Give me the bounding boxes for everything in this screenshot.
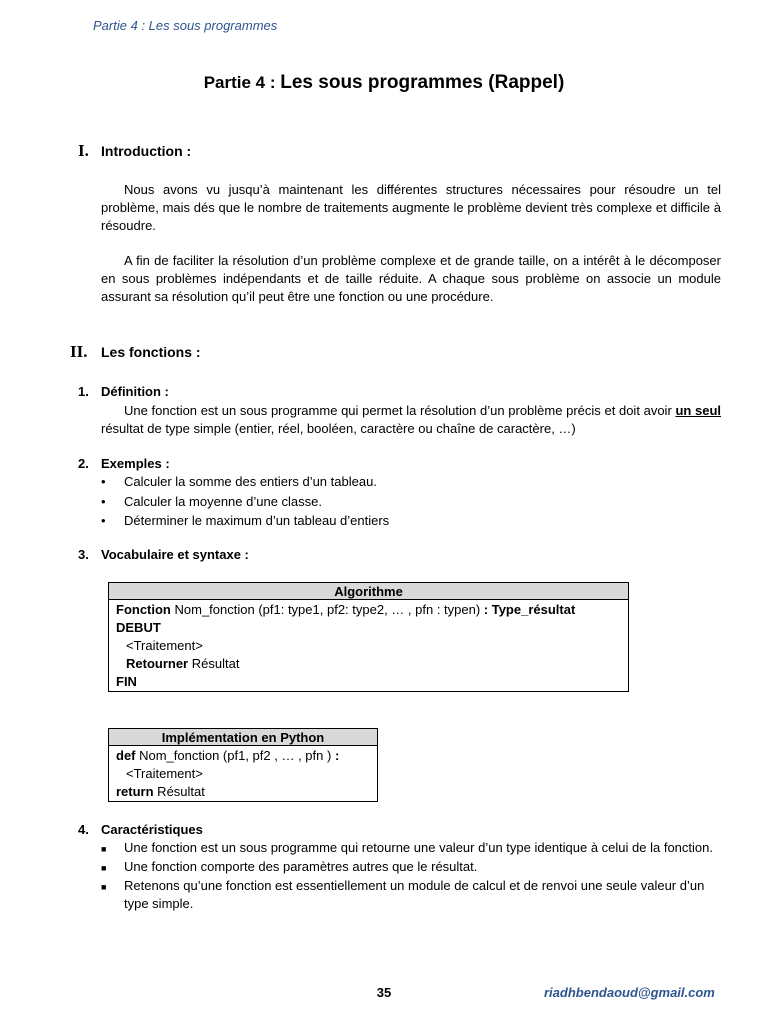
list-item-text: Déterminer le maximum d’un tableau d’entiers <box>124 513 390 528</box>
definition-label: Définition : <box>101 384 169 399</box>
list-item <box>101 858 721 877</box>
section-2-number: II. <box>70 342 88 361</box>
bullet-icon: • <box>101 493 106 509</box>
algorithm-line-2: DEBUT <box>116 620 161 635</box>
title-main: Les sous programmes (Rappel) <box>280 72 565 93</box>
list-item-text: Une fonction est un sous programme qui retourne une valeur d’un type identique à celui de la fonction. <box>124 840 713 855</box>
characteristics-number: 4. <box>78 822 89 837</box>
algorithm-line-1: Fonction Nom_fonction (pf1: type1, pf2: type2, … , pfn : typen) : Type_résultat <box>116 602 576 617</box>
definition-paragraph <box>101 402 721 438</box>
section-2-heading: Les fonctions : <box>101 344 201 360</box>
list-item <box>101 877 721 913</box>
list-item-text: Une fonction comporte des paramètres autres que le résultat. <box>124 859 478 874</box>
author-email[interactable]: riadhbendaoud@gmail.com <box>544 985 715 1000</box>
python-line-1: def Nom_fonction (pf1, pf2 , … , pfn ) : <box>116 748 340 763</box>
section-1-heading: Introduction : <box>101 143 192 159</box>
intro-paragraph-2-text: A fin de faciliter la résolution d’un problème complexe et de grande taille, on a intérêt à le décomposer en sous problèmes indépendants et de taille réduite. A chaque sous problème on associe un module assurant sa résolution qu’il peut être une fonction ou une procédure. <box>101 253 721 304</box>
algorithm-line-5: FIN <box>116 674 137 689</box>
page-title <box>0 72 768 94</box>
algorithm-table <box>108 582 629 692</box>
algorithm-table-body <box>109 600 629 692</box>
algorithm-line-4: Retourner Résultat <box>126 656 240 671</box>
title-prefix: Partie 4 : <box>203 73 281 92</box>
page-number: 35 <box>376 985 392 1000</box>
intro-paragraph-2 <box>101 252 721 306</box>
bullet-icon: • <box>101 474 106 489</box>
intro-paragraph-1 <box>101 181 721 235</box>
algorithm-table-header: Algorithme <box>109 583 629 600</box>
list-item <box>101 472 721 492</box>
list-item-text: Calculer la moyenne d’une classe. <box>124 493 322 509</box>
algorithm-line-3: <Traitement> <box>126 638 203 653</box>
vocabulary-label: Vocabulaire et syntaxe : <box>101 547 249 562</box>
characteristics-label: Caractéristiques <box>101 822 203 837</box>
python-table-body <box>109 746 378 802</box>
list-item-text: Retenons qu’une fonction est essentiellement un module de calcul et de renvoi une seule valeur d’un type simple. <box>124 878 705 911</box>
running-header: Partie 4 : Les sous programmes <box>93 18 278 33</box>
python-line-3: return Résultat <box>116 784 205 799</box>
list-item <box>101 511 721 531</box>
square-bullet-icon: ■ <box>101 882 107 892</box>
vocabulary-number: 3. <box>78 547 89 562</box>
definition-text-start: Une fonction est un sous programme qui permet la résolution d’un problème précis et doit avoir <box>124 403 676 418</box>
examples-number: 2. <box>78 456 89 471</box>
characteristics-list <box>101 839 721 913</box>
python-table <box>108 728 378 802</box>
bullet-icon: • <box>101 513 106 528</box>
section-1-number: I. <box>78 141 89 160</box>
definition-number: 1. <box>78 384 89 399</box>
square-bullet-icon: ■ <box>101 863 107 873</box>
list-item <box>101 839 721 858</box>
list-item-text: Calculer la somme des entiers d’un tableau. <box>124 474 377 489</box>
list-item <box>101 492 721 512</box>
python-table-header: Implémentation en Python <box>109 729 378 746</box>
definition-text-end: résultat de type simple (entier, réel, booléen, caractère ou chaîne de caractère, …) <box>101 421 576 436</box>
definition-emphasis: un seul <box>675 403 721 418</box>
intro-paragraph-1-text: Nous avons vu jusqu’à maintenant les différentes structures nécessaires pour résoudre un tel problème, mais dés que le nombre de traitements augmente le problème devient très complexe et difficile à résoudre. <box>101 182 721 233</box>
examples-label: Exemples : <box>101 456 170 471</box>
python-line-2: <Traitement> <box>126 766 203 781</box>
examples-list <box>101 472 721 531</box>
square-bullet-icon: ■ <box>101 844 107 854</box>
